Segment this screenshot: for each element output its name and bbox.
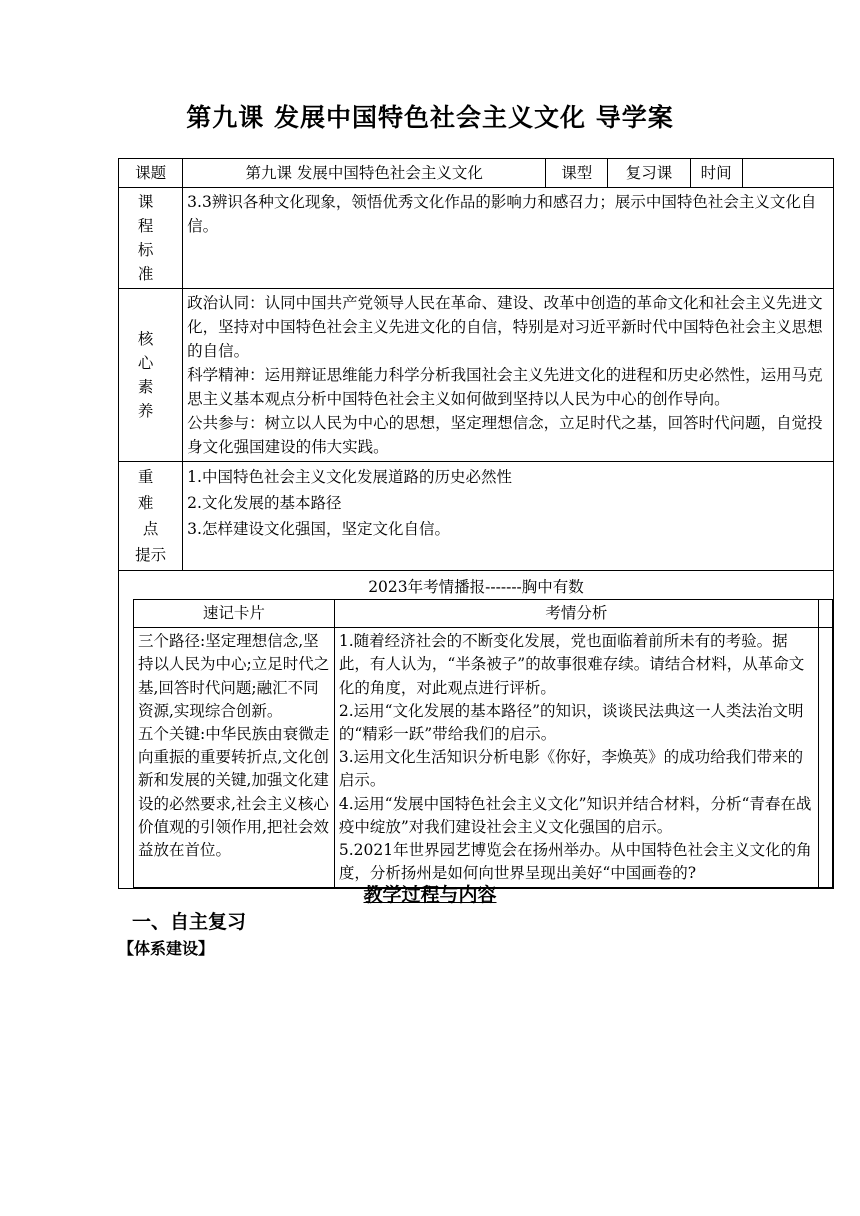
col-cards-header: 速记卡片 [134,600,335,628]
label-literacy [119,289,183,462]
exam-section [119,571,834,889]
literacy-item: 政治认同：认同中国共产党领导人民在革命、建设、改革中创造的革命文化和社会主义先进文化，坚持对中国特色社会主义先进文化的自信，特别是对习近平新时代中国特色社会主义思想的自信。 [187,294,823,360]
literacy-row [119,289,834,462]
literacy-text [183,289,834,462]
key-point-item: 2.文化发展的基本路径 [187,494,342,512]
section-subheading-system: 【体系建设】 [118,939,215,958]
exam-heading: 2023年考情播报-------胸中有数 [368,578,584,596]
exam-spacer-cell [818,628,832,888]
col-analysis-header: 考情分析 [334,600,818,628]
label-type: 课型 [546,159,608,188]
card-item: 五个关键:中华民族由衰微走向重振的重要转折点,文化创新和发展的关键,加强文化建设的必然要求,社会主义核心价值观的引领作用,把社会效益放在首位。 [138,725,330,860]
label-time: 时间 [690,159,742,188]
analysis-cell [334,628,818,888]
lesson-info-table [118,158,834,889]
key-points-text [183,462,834,571]
key-points-row [119,462,834,571]
key-point-item: 3.怎样建设文化强国，坚定文化自信。 [187,520,450,538]
exam-body-row [134,628,833,888]
standard-text: 3.3辨识各种文化现象，领悟优秀文化作品的影响力和感召力；展示中国特色社会主义文化自信。 [183,188,834,289]
section-title: 教学过程与内容 [363,884,497,906]
label-standard-line1: 课 程 [137,193,164,235]
label-key-line1: 重 难 [137,468,164,512]
label-standard [119,188,183,289]
header-row [119,159,834,188]
topic-value: 第九课 发展中国特色社会主义文化 [183,159,546,188]
analysis-item: 2.运用“文化发展的基本路径”的知识，谈谈民法典这一人类法治文明的“精彩一跃”带给我们的启示。 [338,701,804,744]
analysis-item: 5.2021年世界园艺博览会在扬州举办。从中国特色社会主义文化的角度，分析扬州是如何向世界呈现出美好“中国画卷的? [338,841,812,883]
exam-row [119,571,834,889]
analysis-item: 3.运用文化生活知识分析电影《你好，李焕英》的成功给我们带来的启示。 [338,748,804,790]
section-heading-self-review: 一、自主复习 [132,911,247,933]
key-point-item: 1.中国特色社会主义文化发展道路的历史必然性 [187,468,512,486]
label-topic: 课题 [119,159,183,188]
page-title: 第九课 发展中国特色社会主义文化 导学案 [186,103,674,132]
label-key-points [119,462,183,571]
label-standard-line2: 标 准 [137,241,164,283]
analysis-item: 4.运用“发展中国特色社会主义文化”知识并结合材料，分析“青春在战疫中绽放”对我们建设社会主义文化强国的启示。 [338,794,812,836]
standard-row [119,188,834,289]
exam-header-row [134,600,833,628]
type-value: 复习课 [608,159,690,188]
analysis-item: 1.随着经济社会的不断变化发展，党也面临着前所未有的考验。据此，有人认为，“半条被子”的故事很难存续。请结合材料，从革命文化的角度，对此观点进行评析。 [338,632,805,697]
card-item: 三个路径:坚定理想信念,坚持以人民为中心;立足时代之基,回答时代问题;融汇不同资源,实现综合创新。 [138,632,330,720]
label-key-line3: 提示 [135,546,167,564]
label-literacy-line1: 核 心 [137,330,164,372]
exam-spacer-cell [818,600,832,628]
time-value [742,159,833,188]
label-key-line2: 点 [142,520,159,538]
cards-cell [134,628,335,888]
label-literacy-line2: 素 养 [137,378,164,420]
literacy-item: 科学精神：运用辩证思维能力科学分析我国社会主义先进文化的进程和历史必然性，运用马克思主义基本观点分析中国特色社会主义如何做到坚持以人民为中心的创作导向。 [187,366,823,408]
exam-table [133,599,833,888]
literacy-item: 公共参与：树立以人民为中心的思想，坚定理想信念，立足时代之基，回答时代问题，自觉投身文化强国建设的伟大实践。 [187,414,823,456]
